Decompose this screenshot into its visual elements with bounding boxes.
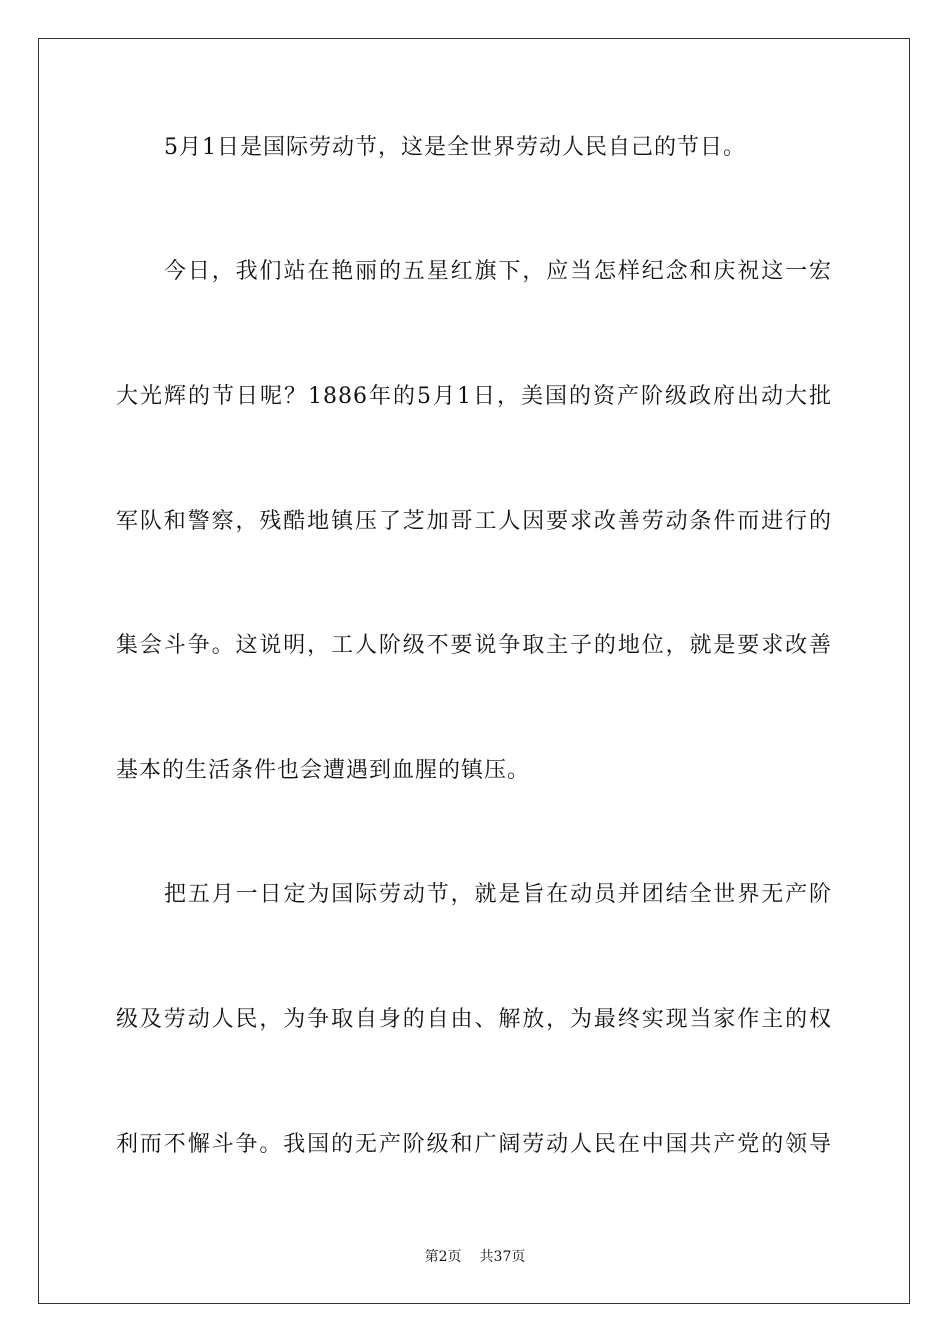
paragraph-line: 利而不懈斗争。我国的无产阶级和广阔劳动人民在中国共产党的领导 xyxy=(116,1132,832,1157)
paragraph-line: 军队和警察，残酷地镇压了芝加哥工人因要求改善劳动条件而进行的 xyxy=(116,509,832,534)
page-number: 第2页 xyxy=(424,1249,462,1265)
page-footer xyxy=(0,1248,950,1266)
page-border xyxy=(38,38,910,1304)
paragraph-line: 今日，我们站在艳丽的五星红旗下，应当怎样纪念和庆祝这一宏 xyxy=(164,259,832,284)
paragraph-line: 集会斗争。这说明，工人阶级不要说争取主子的地位，就是要求改善 xyxy=(116,633,832,658)
paragraph-line: 大光辉的节日呢？1886年的5月1日，美国的资产阶级政府出动大批 xyxy=(116,384,832,409)
paragraph-line: 把五月一日定为国际劳动节，就是旨在动员并团结全世界无产阶 xyxy=(164,882,832,907)
paragraph-line: 级及劳动人民，为争取自身的自由、解放，为最终实现当家作主的权 xyxy=(116,1007,832,1032)
page-total: 共37页 xyxy=(479,1249,526,1265)
paragraph-line: 基本的生活条件也会遭遇到血腥的镇压。 xyxy=(116,758,531,783)
paragraph-line: 5月1日是国际劳动节，这是全世界劳动人民自己的节日。 xyxy=(164,135,746,160)
